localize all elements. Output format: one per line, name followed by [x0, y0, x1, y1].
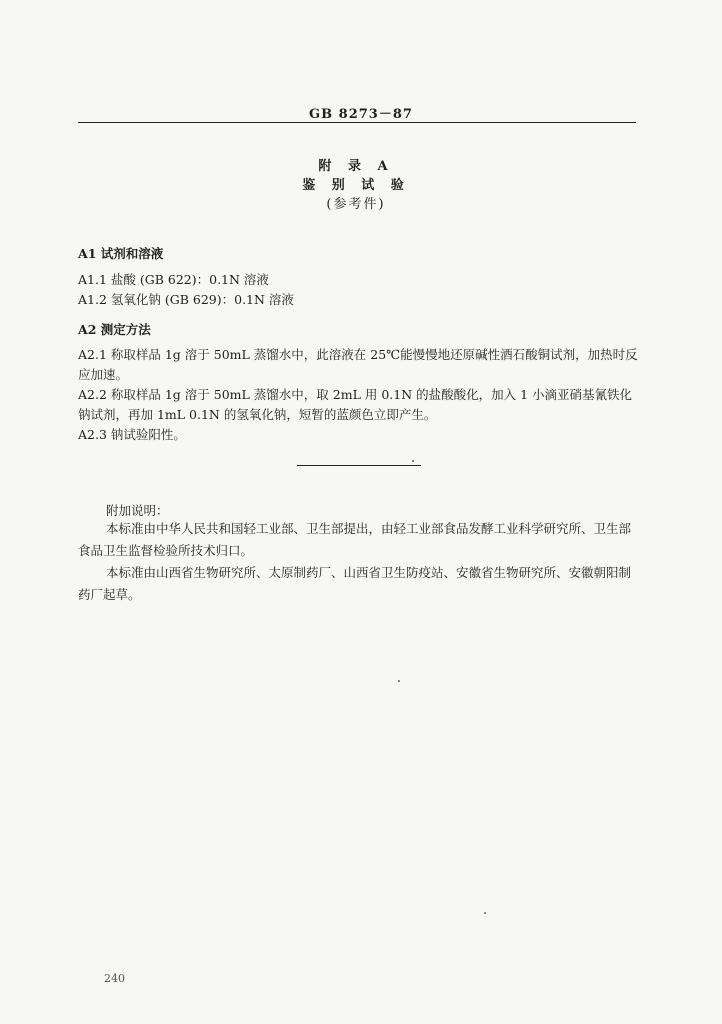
- scan-speck: [398, 680, 400, 682]
- scan-speck: [412, 460, 414, 462]
- notes-paragraph: 本标准由山西省生物研究所、太原制药厂、山西省卫生防疫站、安徽省生物研究所、安徽朝阳制药厂起草。: [78, 565, 632, 602]
- item-a2-3: A2.3 钠试验阳性。: [78, 427, 186, 442]
- standard-code-header: GB 8273－87: [309, 107, 413, 122]
- section-a1-heading: A1 试剂和溶液: [78, 246, 164, 261]
- item-a1-2: A1.2 氢氧化钠 (GB 629)：0.1N 溶液: [78, 292, 294, 307]
- header-rule: [78, 122, 636, 123]
- item-a2-2: A2.2 称取样品 1g 溶于 50mL 蒸馏水中，取 2mL 用 0.1N 的盐酸酸化，加入 1 小滴亚硝基氰铁化钠试剂，再加 1mL 0.1N 的氢氧化钠，短暂的蓝颜色立即产生。: [78, 387, 633, 422]
- appendix-label: 附 录 A: [318, 159, 394, 174]
- appendix-title: 鉴 别 试 验: [302, 178, 410, 193]
- item-a1-1: A1.1 盐酸 (GB 622)：0.1N 溶液: [78, 272, 269, 287]
- item-a2-1: A2.1 称取样品 1g 溶于 50mL 蒸馏水中，此溶液在 25℃能慢慢地还原碱性酒石酸铜试剂，加热时反应加速。: [78, 347, 638, 382]
- section-a2-heading: A2 测定方法: [78, 322, 151, 337]
- notes-title: 附加说明：: [106, 503, 169, 518]
- notes-paragraph: 本标准由中华人民共和国轻工业部、卫生部提出，由轻工业部食品发酵工业科学研究所、卫生部食品卫生监督检验所技术归口。: [78, 521, 632, 558]
- appendix-subtitle: (参考件): [326, 197, 386, 212]
- scan-speck: [484, 912, 486, 914]
- page-number: 240: [104, 972, 125, 985]
- end-rule: [297, 465, 421, 466]
